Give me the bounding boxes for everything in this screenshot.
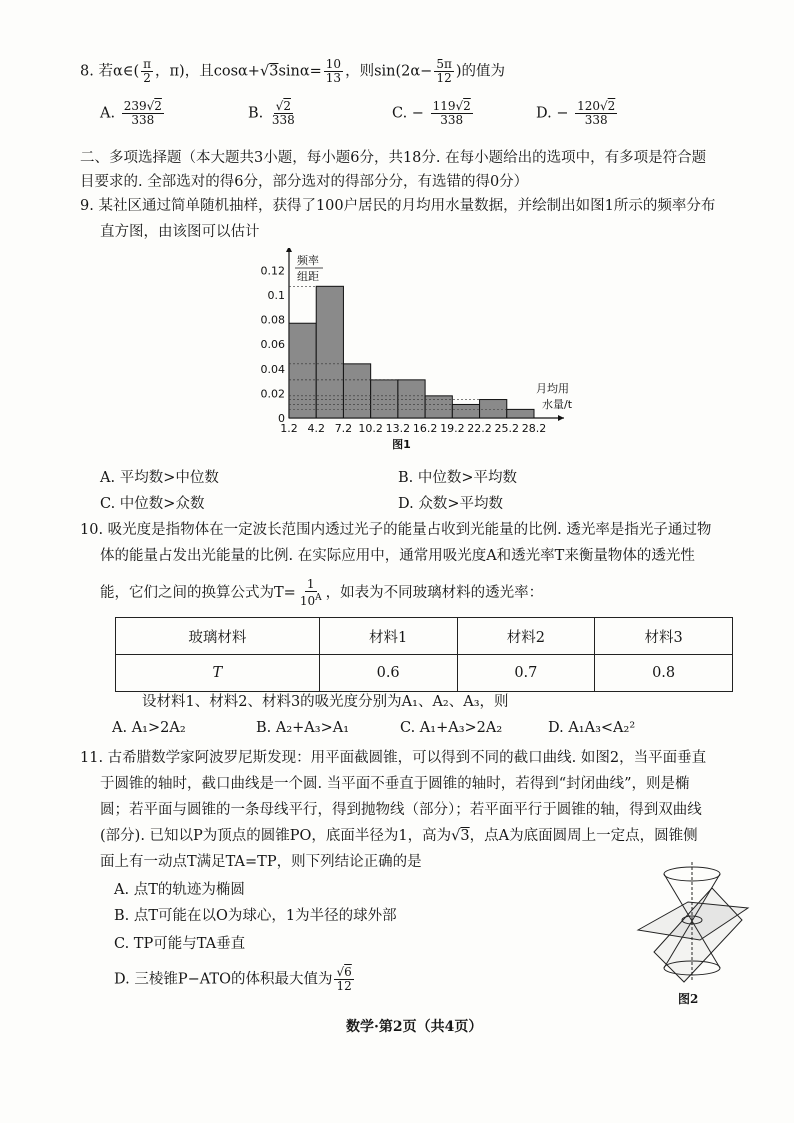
- q10-option-b[interactable]: B. A₂+A₃>A₁: [256, 720, 350, 736]
- y-tick-label: 0.06: [260, 338, 285, 352]
- q10-stem-line2: 体的能量占发出光能量的比例. 在实际应用中，通常用吸光度A和透光率T来衡量物体的透光性: [100, 548, 695, 564]
- q9-option-c[interactable]: C. 中位数>众数: [100, 496, 205, 512]
- q10-option-d[interactable]: D. A₁A₃<A₂²: [548, 720, 636, 736]
- x-axis-arrow: [558, 415, 564, 421]
- y-tick-label: 0: [278, 412, 285, 425]
- q10-stem-line1: 10. 吸光度是指物体在一定波长范围内透过光子的能量占收到光能量的比例. 透光率是指光子通过物: [80, 522, 712, 538]
- q10-formula-frac: $\frac{1}{10^A}$: [299, 577, 322, 608]
- y-tick-label: 0.08: [260, 313, 285, 327]
- q10-stem-line3: 能，它们之间的换算公式为T= $\frac{1}{10^A}$ ，如表为不同玻璃材料的透光率：: [100, 577, 544, 608]
- q9-option-d[interactable]: D. 众数>平均数: [398, 496, 503, 512]
- x-tick-label: 25.2: [494, 422, 520, 435]
- histogram-bar: [343, 364, 370, 418]
- q11-option-b[interactable]: B. 点T可能在以O为球心，1为半径的球外部: [114, 908, 397, 924]
- q11-stem-line4: (部分). 已知以P为顶点的圆锥PO，底面半径为1，高为√3，点A为底面圆周上一定点，圆锥侧: [100, 828, 698, 844]
- q8-frac-pi-2: $\frac{\pi}{2}$: [143, 57, 152, 85]
- q11-stem-line2: 于圆锥的轴时，截口曲线是一个圆. 当平面不垂直于圆锥的轴时，若得到“封闭曲线”，则是椭: [100, 776, 690, 792]
- page-footer: 数学·第2页（共4页）: [346, 1019, 483, 1035]
- q10-option-c[interactable]: C. A₁+A₃>2A₂: [400, 720, 503, 736]
- q8-frac-5pi-12: $\frac{5\pi}{12}$: [436, 57, 452, 85]
- x-tick-label: 10.2: [358, 422, 383, 435]
- q10-after-table: 设材料1、材料2、材料3的吸光度分别为A₁、A₂、A₃，则: [142, 694, 509, 710]
- q9-stem-line1: 9. 某社区通过简单随机抽样，获得了100户居民的月均用水量数据，并绘制出如图1所示的频率分布: [80, 198, 716, 214]
- histogram-bar: [398, 380, 425, 418]
- x-tick-label: 22.2: [467, 422, 492, 435]
- histogram-bar: [425, 396, 452, 418]
- x-tick-label: 16.2: [412, 422, 438, 435]
- table-row: T 0.6 0.7 0.8: [116, 655, 733, 692]
- q9-option-b[interactable]: B. 中位数>平均数: [398, 470, 518, 486]
- y-tick-label: 0.12: [260, 264, 285, 278]
- y-axis-label-numerator: 频率: [297, 254, 319, 267]
- x-tick-label: 28.2: [521, 422, 547, 435]
- q8-number: 8.: [80, 63, 94, 80]
- q8-option-d[interactable]: D. − $\frac{120√2}{338}$: [536, 99, 616, 127]
- q9-stem-line2: 直方图，由该图可以估计: [100, 224, 260, 240]
- section2-line1: 二、多项选择题（本大题共3小题，每小题6分，共18分. 在每小题给出的选项中，有多项是符合题: [80, 150, 707, 166]
- q11-option-d[interactable]: D. 三棱锥P−ATO的体积最大值为 $\frac{√6}{12}$: [114, 965, 352, 993]
- double-cone-figure-2: [630, 860, 755, 990]
- q8-option-b[interactable]: B. $\frac{√2}{338}$: [248, 99, 295, 127]
- y-tick-label: 0.02: [260, 387, 285, 401]
- histogram-bar: [289, 323, 316, 418]
- q11-option-c[interactable]: C. TP可能与TA垂直: [114, 936, 246, 952]
- histogram-bar: [507, 409, 534, 418]
- q8-option-c[interactable]: C. − $\frac{119√2}{338}$: [392, 99, 471, 127]
- histogram-bar: [316, 286, 343, 418]
- transmittance-table: [115, 617, 733, 692]
- figure-2-label: 图2: [678, 992, 699, 1006]
- q10-option-a[interactable]: A. A₁>2A₂: [112, 720, 186, 736]
- table-header-row: 玻璃材料 材料1 材料2 材料3: [116, 618, 733, 655]
- histogram-bar: [480, 400, 507, 418]
- x-tick-label: 7.2: [334, 422, 353, 435]
- q8-stem: 8. 若α∈( $\frac{\pi}{2}$ ，π)，且cosα+√3sinα= $\frac{10}{13}$ ，则sin(2α− $\frac{5\pi}{12}$ )的值为: [80, 57, 506, 85]
- section2-line2: 目要求的. 全部选对的得6分，部分选对的得部分分，有选错的得0分）: [80, 174, 529, 190]
- x-tick-label: 4.2: [307, 422, 325, 435]
- q11-stem-line5: 面上有一动点T满足TA=TP，则下列结论正确的是: [100, 854, 422, 870]
- y-axis-arrow: [286, 248, 292, 252]
- histogram-bar: [452, 404, 479, 418]
- q8-frac-10-13: $\frac{10}{13}$: [325, 57, 342, 85]
- q8-option-a[interactable]: A. $\frac{239√2}{338}$: [100, 99, 162, 127]
- x-tick-label: 13.2: [385, 422, 411, 435]
- q11-option-a[interactable]: A. 点T的轨迹为椭圆: [114, 882, 245, 898]
- q11-stem-line3: 圆；若平面与圆锥的一条母线平行，得到抛物线（部分）；若平面平行于圆锥的轴，得到双曲线: [100, 802, 702, 818]
- q11-stem-line1: 11. 古希腊数学家阿波罗尼斯发现：用平面截圆锥，可以得到不同的截口曲线. 如图2，当平面垂直: [80, 750, 707, 766]
- x-tick-label: 19.2: [440, 422, 465, 435]
- q9-option-a[interactable]: A. 平均数>中位数: [100, 470, 219, 486]
- x-tick-label: 1.2: [280, 422, 298, 435]
- chart-title: 图1: [392, 438, 411, 451]
- x-axis-label-line1: 月均用: [536, 382, 569, 395]
- x-axis-label-line2: 水量/t: [542, 398, 573, 411]
- y-tick-label: 0.1: [267, 288, 285, 302]
- y-axis-label-denominator: 组距: [297, 270, 319, 283]
- y-tick-label: 0.04: [260, 362, 285, 376]
- histogram-figure-1: [255, 248, 585, 458]
- histogram-bar: [371, 380, 398, 418]
